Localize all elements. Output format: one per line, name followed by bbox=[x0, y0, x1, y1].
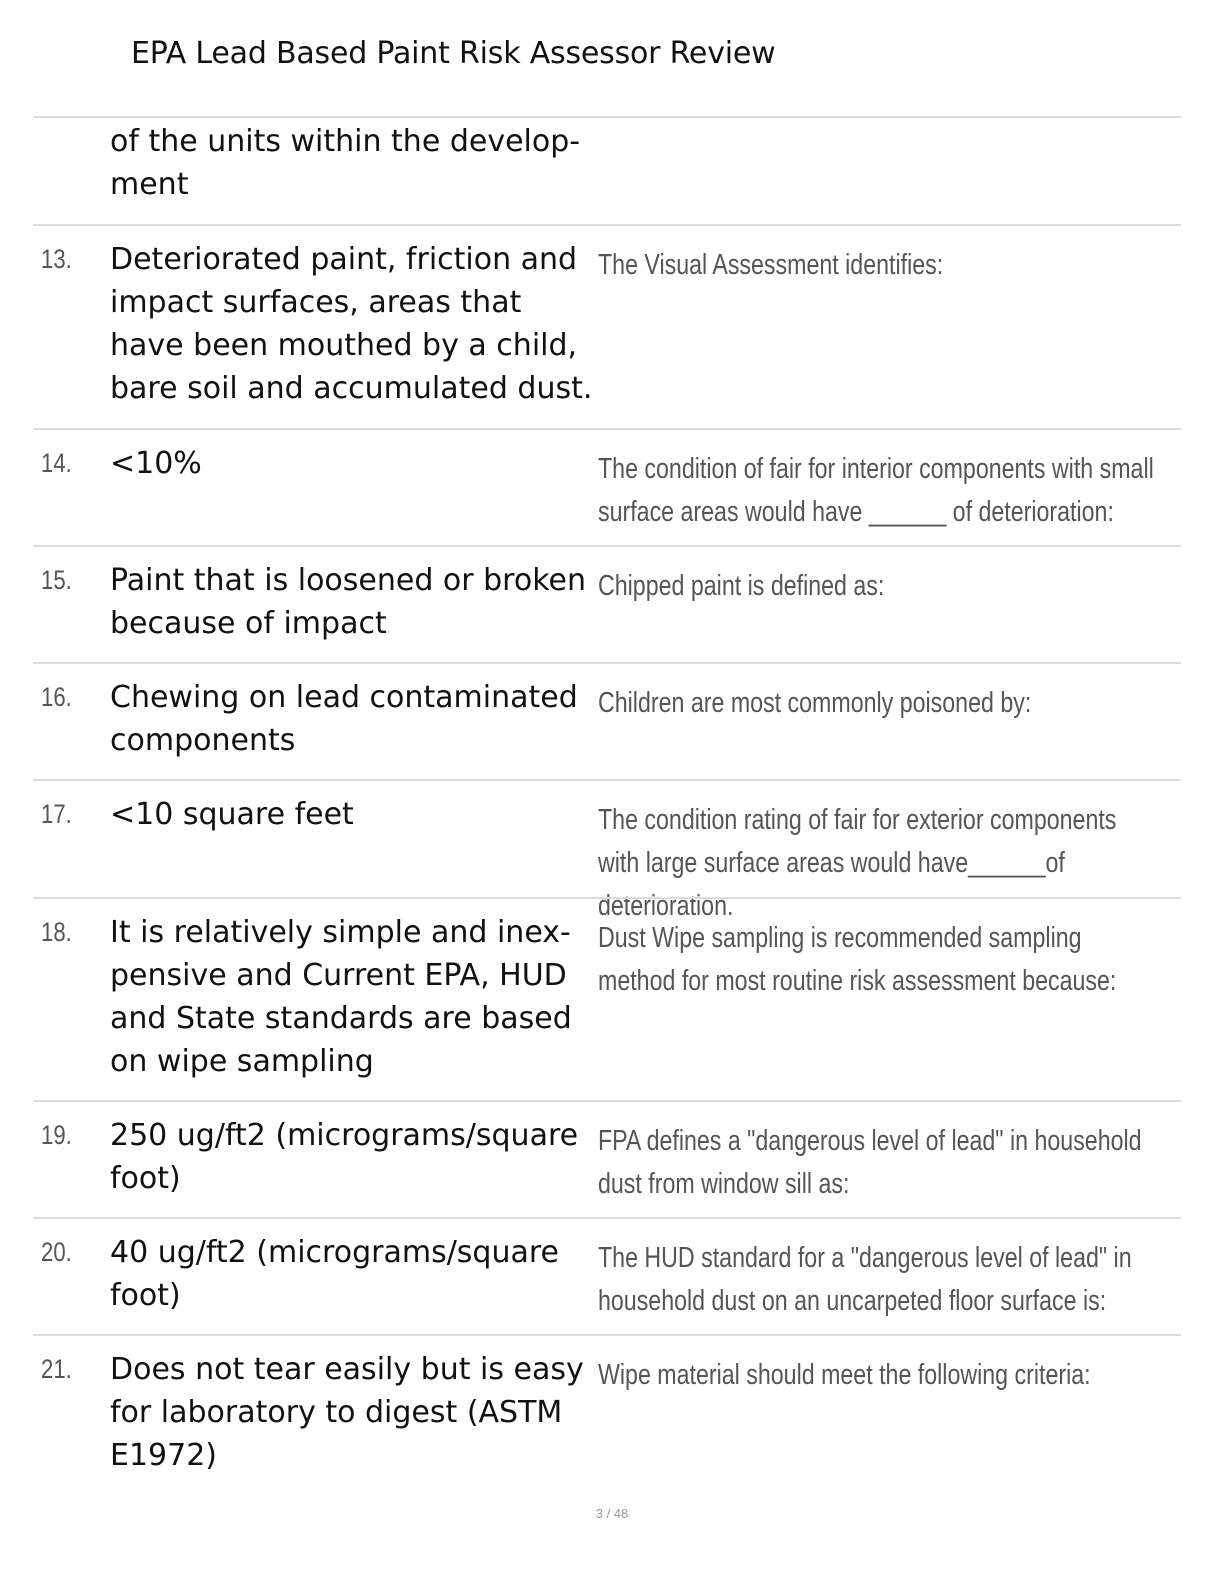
table-row bbox=[33, 545, 1181, 662]
definition-text: The HUD standard for a "dangerous level of lead" in household dust on an uncarpeted floor surface is: bbox=[598, 1242, 1132, 1317]
term-text: of the units within the develop- ment bbox=[110, 124, 581, 202]
term-text: Deteriorated paint, friction and impact surfaces, areas that have been mouthed by a child, bare soil and accumulated dust. bbox=[110, 242, 593, 406]
term-text: 40 ug/ft2 (micrograms/square foot) bbox=[110, 1235, 560, 1313]
table-row bbox=[33, 428, 1181, 545]
term-text: It is relatively simple and inex-pensive and Current EPA, HUD and State standards are based on wipe sampling bbox=[110, 915, 572, 1079]
table-row bbox=[33, 662, 1181, 779]
table-row-continuation bbox=[33, 116, 1181, 224]
row-number: 15. bbox=[41, 565, 72, 595]
definition-text: The condition of fair for interior components with small surface areas would have ______ of deterioration: bbox=[598, 453, 1154, 528]
term-text: Paint that is loosened or broken because of impact bbox=[110, 563, 586, 641]
row-number: 19. bbox=[41, 1120, 72, 1150]
term-text: <10% bbox=[110, 446, 202, 481]
document-title: EPA Lead Based Paint Risk Assessor Review bbox=[131, 36, 776, 71]
row-number: 17. bbox=[41, 799, 72, 829]
table-row bbox=[33, 1217, 1181, 1334]
row-number: 18. bbox=[41, 917, 72, 947]
table-row bbox=[33, 897, 1181, 1100]
row-number: 13. bbox=[41, 244, 72, 274]
table-row bbox=[33, 1334, 1181, 1484]
row-number: 20. bbox=[41, 1237, 72, 1267]
table-row bbox=[33, 779, 1181, 922]
row-number: 21. bbox=[41, 1354, 72, 1384]
definition-text: Children are most commonly poisoned by: bbox=[598, 687, 1032, 719]
definition-text: Dust Wipe sampling is recommended sampling method for most routine risk assessment because: bbox=[598, 922, 1117, 997]
definition-text: FPA defines a "dangerous level of lead" in household dust from window sill as: bbox=[598, 1125, 1142, 1200]
term-text: <10 square feet bbox=[110, 797, 354, 832]
definition-text: Chipped paint is defined as: bbox=[598, 570, 885, 602]
definition-text: Wipe material should meet the following criteria: bbox=[598, 1359, 1091, 1391]
definition-text: The Visual Assessment identifies: bbox=[598, 249, 944, 281]
flashcard-table bbox=[33, 116, 1181, 1484]
row-number: 16. bbox=[41, 682, 72, 712]
table-row bbox=[33, 1100, 1181, 1217]
definition-text: The condition rating of fair for exterior components with large surface areas would have______of deterioration. bbox=[598, 804, 1117, 922]
term-text: Does not tear easily but is easy for laboratory to digest (ASTM E1972) bbox=[110, 1352, 584, 1473]
table-row bbox=[33, 224, 1181, 428]
term-text: 250 ug/ft2 (micrograms/square foot) bbox=[110, 1118, 579, 1196]
page-indicator: 3 / 48 bbox=[595, 1506, 629, 1521]
row-number: 14. bbox=[41, 448, 72, 478]
term-text: Chewing on lead contaminated components bbox=[110, 680, 578, 758]
